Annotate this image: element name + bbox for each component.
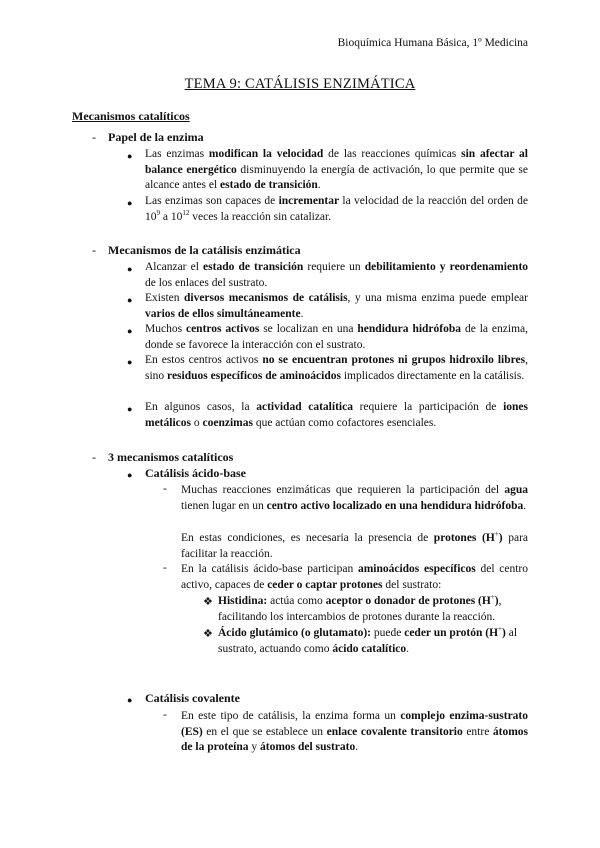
page-title: TEMA 9: CATÁLISIS ENZIMÁTICA [184,76,416,92]
papel-bullet-2: Las enzimas son capaces de incrementar la velocidad de la reacción del orden de $10^9$ a $10^{12}$ veces la reacción sin catalizar. [145,195,529,223]
bullet-marker: ● [127,198,133,208]
mecanismos-bullet-1: Alcanzar el estado de transición requiere un debilitamiento y reordenamiento de los enlaces del sustrato. [145,261,529,289]
heading-papel-text: Papel de la enzima [108,130,204,144]
mecanismos-bullet-4: En estos centros activos no se encuentran protones ni grupos hidroxilo libres, sino residuos específicos de aminoácidos implicados directamente en la catálisis. [145,354,528,382]
covalente-label: Catálisis covalente [145,691,240,705]
dash-marker: - [92,450,96,464]
diamond-marker: ❖ [203,596,213,608]
histidina-item: Histidina: actúa como aceptor o donador de protones (H+), facilitando los intercambios de protones durante la reacción. [218,593,502,623]
heading-mecanismos [92,243,301,258]
bullet-marker: ● [127,264,133,274]
mecanismos-bullet-3: Muchos centros activos se localizan en una hendidura hidrófoba de la enzima, donde se favorece la interacción con el sustrato. [145,323,528,351]
bullet-marker: ● [127,695,133,705]
mecanismos-bullet-5: En algunos casos, la actividad catalítica requiere la participación de iones metálicos o coenzimas que actúan como cofactores esenciales. [145,401,528,429]
mecanismos-bullet-2: Existen diversos mecanismos de catálisis, y una misma enzima puede emplear varios de ellos simultáneamente. [145,292,528,320]
papel-bullet-1: Las enzimas modifican la velocidad de las reacciones químicas sin afectar al balance energético disminuyendo la energía de activación, lo que permite que se alcance antes el estado de transición. [145,148,529,191]
dash-marker: - [92,130,96,144]
glutamico-item: Ácido glutámico (o glutamato): puede ceder un protón (H+) al sustrato, actuando como ácido catalítico. [218,625,518,655]
heading-tres [92,450,233,465]
bullet-marker: ● [127,326,133,336]
heading-tres-text: 3 mecanismos catalíticos [108,450,234,464]
acido-dash-1: Muchas reacciones enzimáticas que requieren la participación del agua tienen lugar en un centro activo localizado en una hendidura hidrófoba. [181,484,528,512]
bullet-marker: ● [127,404,133,414]
acido-dash-1-cont: En estas condiciones, es necesaria la presencia de protones (H+) para facilitar la reacción. [181,530,528,560]
dash-marker: - [92,243,96,257]
course-header: Bioquímica Humana Básica, 1º Medicina [337,37,528,49]
acido-dash-2: En la catálisis ácido-base participan aminoácidos específicos del centro activo, capaces de ceder o captar protones del sustrato: [181,563,528,591]
bullet-marker: ● [127,470,133,480]
bullet-marker: ● [127,151,133,161]
heading-mecanismos-text: Mecanismos de la catálisis enzimática [108,243,301,257]
dash-marker: - [163,709,167,721]
section-heading: Mecanismos catalíticos [72,109,190,123]
diamond-marker: ❖ [203,628,213,640]
dash-marker: - [163,483,167,495]
acido-base-label: Catálisis ácido-base [145,466,247,480]
bullet-marker: ● [127,295,133,305]
covalente-dash-1: En este tipo de catálisis, la enzima forma un complejo enzima-sustrato (ES) en el que se establece un enlace covalente transitorio entre átomos de la proteína y átomos del sustrato. [181,710,529,753]
bullet-marker: ● [127,357,133,367]
dash-marker: - [163,562,167,574]
heading-papel [92,130,204,145]
